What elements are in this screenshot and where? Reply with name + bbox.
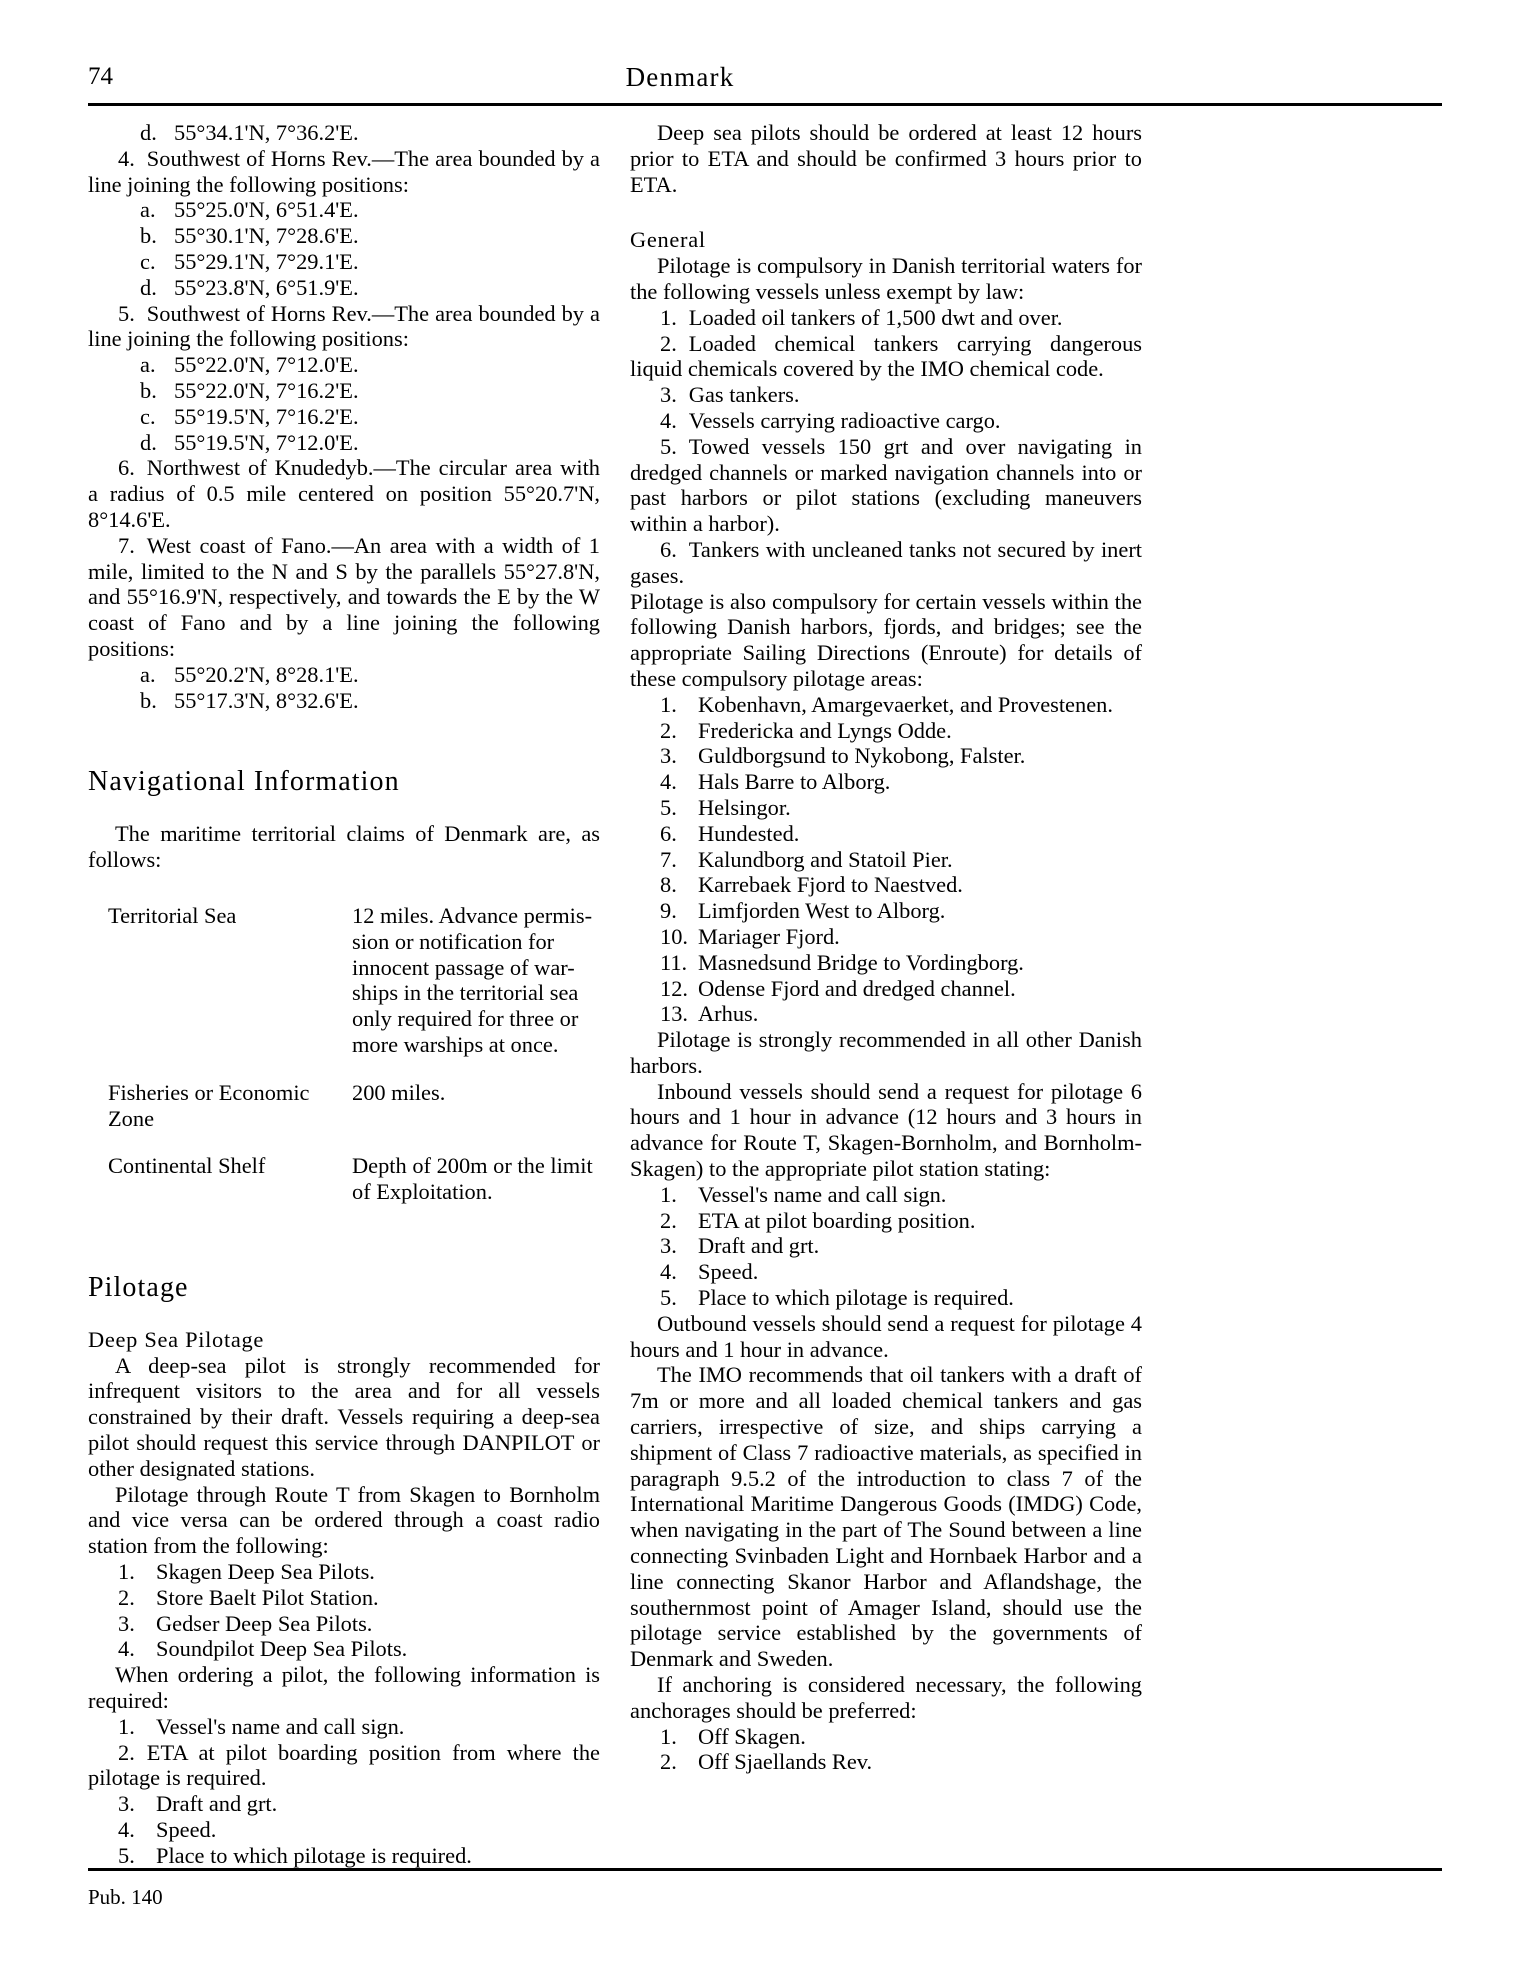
item-text: Hundested. — [698, 820, 800, 846]
list-item — [630, 1182, 1142, 1208]
item-text: Arhus. — [698, 1001, 759, 1027]
item-text: Off Sjaellands Rev. — [698, 1749, 873, 1775]
item-label: b. — [140, 223, 157, 249]
item-label: 4. — [660, 769, 677, 795]
list-item — [630, 950, 1142, 976]
item-text: Vessel's name and call sign. — [698, 1181, 947, 1207]
item-text: Odense Fjord and dredged channel. — [698, 975, 1016, 1001]
list-item — [88, 662, 600, 688]
claim-value-line: of Exploitation. — [352, 1179, 493, 1205]
item-label: 8. — [660, 872, 677, 898]
item-text: Masnedsund Bridge to Vordingborg. — [698, 949, 1024, 975]
table-row — [88, 903, 600, 1058]
item-label: 3. — [118, 1610, 135, 1636]
spacer — [88, 713, 600, 765]
item-text: Southwest of Horns Rev.—The area bounded by a line joining the following positions: — [88, 300, 600, 352]
claim-value-line: more warships at once. — [352, 1031, 559, 1057]
section-heading-pilotage: Pilotage — [88, 1271, 189, 1303]
item-label: b. — [140, 687, 157, 713]
paragraph-compulsory-intro: Pilotage is compulsory in Danish territorial waters for the following vessels unless exempt by law: — [630, 253, 1142, 304]
paragraph-deep-sea-pilot: A deep-sea pilot is strongly recommended for infrequent visitors to the area and for all vessels constrained by their draft. Vessels requiring a deep-sea pilot should request this service through DANPILOT or other designated stations. — [88, 1352, 600, 1481]
item-text: Gedser Deep Sea Pilots. — [156, 1610, 373, 1636]
item-label: 1. — [660, 1723, 677, 1749]
item-text: 55°29.1'N, 7°29.1'E. — [174, 248, 359, 274]
spacer — [88, 1227, 600, 1271]
spacer — [88, 873, 600, 903]
claim-value — [348, 1080, 600, 1132]
list-item — [630, 1233, 1142, 1259]
item-text: Kalundborg and Statoil Pier. — [698, 846, 953, 872]
item-label: d. — [140, 274, 157, 300]
item-label: d. — [140, 120, 157, 145]
list-item — [88, 249, 600, 275]
item-text: Tankers with uncleaned tanks not secured by inert gases. — [630, 536, 1142, 588]
item-number: 7. — [118, 532, 135, 558]
claim-term: Continental Shelf — [108, 1153, 266, 1179]
claim-term: Fisheries or Economic Zone — [108, 1079, 310, 1131]
list-item — [88, 1791, 600, 1817]
item-label: 2. — [660, 717, 677, 743]
list-item — [88, 352, 600, 378]
list-item — [630, 1259, 1142, 1285]
list-item — [630, 1749, 1142, 1775]
list-item — [630, 1001, 1142, 1027]
list-item — [88, 223, 600, 249]
spacer — [88, 1305, 600, 1327]
territorial-claims-table — [88, 903, 600, 1205]
spacer — [630, 197, 1142, 227]
item-number: 5. — [660, 433, 677, 459]
list-item — [88, 1843, 600, 1869]
item-label: 5. — [660, 794, 677, 820]
claim-value-line: innocent passage of war- — [352, 954, 575, 980]
list-item — [88, 275, 600, 301]
item-label: 5. — [660, 1285, 677, 1311]
book-title: Denmark — [625, 62, 735, 92]
item-label: 11. — [660, 949, 688, 975]
list-item — [88, 1714, 600, 1740]
list-item — [630, 718, 1142, 744]
item-text: 55°19.5'N, 7°16.2'E. — [174, 403, 359, 429]
item-text: Mariager Fjord. — [698, 923, 840, 949]
item-label: 2. — [660, 1749, 677, 1775]
claim-value-line: 200 miles. — [352, 1079, 446, 1105]
item-number: 5. — [118, 300, 135, 326]
list-item — [88, 197, 600, 223]
publication-number: Pub. 140 — [88, 1885, 163, 1909]
item-text: Fredericka and Lyngs Odde. — [698, 717, 952, 743]
item-text: Helsingor. — [698, 794, 791, 820]
item-text: Hals Barre to Alborg. — [698, 769, 891, 795]
item-label: 1. — [118, 1713, 135, 1739]
paragraph-recommended: Pilotage is strongly recommended in all other Danish harbors. — [630, 1027, 1142, 1078]
list-item — [630, 795, 1142, 821]
item-text: Place to which pilotage is required. — [698, 1285, 1014, 1311]
item-label: 4. — [118, 1636, 135, 1662]
subheading-general: General — [630, 227, 706, 253]
item-label: a. — [140, 661, 156, 687]
item-number: 6. — [118, 455, 135, 481]
item-text: Karrebaek Fjord to Naestved. — [698, 872, 963, 898]
running-head — [88, 62, 1442, 102]
header-rule — [88, 103, 1442, 106]
item-number: 1. — [660, 304, 677, 330]
numbered-paragraph — [630, 305, 1142, 331]
list-item — [88, 1559, 600, 1585]
numbered-paragraph — [630, 408, 1142, 434]
item-label: a. — [140, 352, 156, 378]
list-item — [88, 430, 600, 456]
list-item — [630, 692, 1142, 718]
item-text: Draft and grt. — [698, 1233, 820, 1259]
paragraph-anchoring: If anchoring is considered necessary, the following anchorages should be preferred: — [630, 1672, 1142, 1723]
item-text: 55°22.0'N, 7°12.0'E. — [174, 352, 359, 378]
table-row — [88, 1153, 600, 1205]
item-number: 4. — [660, 407, 677, 433]
claim-value-line: Depth of 200m or the limit — [352, 1153, 593, 1179]
item-text: Draft and grt. — [156, 1791, 278, 1817]
list-item — [630, 847, 1142, 873]
list-item — [630, 1285, 1142, 1311]
paragraph-route-t: Pilotage through Route T from Skagen to Bornholm and vice versa can be ordered through a coast radio station from the following: — [88, 1481, 600, 1559]
item-text: Skagen Deep Sea Pilots. — [156, 1559, 375, 1585]
list-item — [88, 120, 600, 146]
item-text: Speed. — [698, 1259, 759, 1285]
item-number: 6. — [660, 536, 677, 562]
list-item — [630, 898, 1142, 924]
list-item — [630, 1724, 1142, 1750]
item-text: Store Baelt Pilot Station. — [156, 1584, 379, 1610]
item-label: a. — [140, 197, 156, 223]
list-item — [630, 1208, 1142, 1234]
item-label: 4. — [118, 1817, 135, 1843]
item-text: 55°22.0'N, 7°16.2'E. — [174, 377, 359, 403]
item-label: 5. — [118, 1842, 135, 1868]
item-text: Loaded chemical tankers carrying dangerous liquid chemicals covered by the IMO chemical code. — [630, 330, 1142, 382]
paragraph-claims-intro: The maritime territorial claims of Denmark are, as follows: — [88, 821, 600, 873]
item-label: 1. — [118, 1559, 135, 1585]
item-text: 55°25.0'N, 6°51.4'E. — [174, 197, 359, 223]
numbered-paragraph — [630, 434, 1142, 537]
item-label: 12. — [660, 975, 688, 1001]
item-text: Limfjorden West to Alborg. — [698, 898, 946, 924]
item-text: 55°17.3'N, 8°32.6'E. — [174, 687, 359, 713]
item-number: 2. — [118, 1739, 135, 1765]
claim-value-line: only required for three or — [352, 1006, 579, 1032]
item-label: 13. — [660, 1001, 688, 1027]
paragraph-also-compulsory: Pilotage is also compulsory for certain vessels within the following Danish harbors, fjords, and bridges; see the appropriate Sailing Directions (Enroute) for details of these compulsory pilotage areas: — [630, 588, 1142, 691]
numbered-paragraph — [630, 331, 1142, 383]
item-label: 3. — [118, 1791, 135, 1817]
item-label: c. — [140, 248, 156, 274]
list-item — [88, 1611, 600, 1637]
item-text: Loaded oil tankers of 1,500 dwt and over. — [688, 304, 1063, 330]
item-number: 4. — [118, 145, 135, 171]
item-text: 55°19.5'N, 7°12.0'E. — [174, 429, 359, 455]
page-number: 74 — [88, 63, 113, 90]
list-item — [88, 378, 600, 404]
list-item — [630, 769, 1142, 795]
item-label: 9. — [660, 898, 677, 924]
list-item — [630, 924, 1142, 950]
item-label: 2. — [118, 1584, 135, 1610]
claim-value-line: 12 miles. Advance permis- — [352, 902, 593, 928]
list-item — [88, 1636, 600, 1662]
item-text: 55°20.2'N, 8°28.1'E. — [174, 661, 359, 687]
paragraph-ordering-pilot: When ordering a pilot, the following information is required: — [88, 1662, 600, 1714]
list-item — [630, 872, 1142, 898]
item-text: 55°23.8'N, 6°51.9'E. — [174, 274, 359, 300]
item-text: ETA at pilot boarding position from where the pilotage is required. — [88, 1739, 600, 1791]
table-row — [88, 1080, 600, 1132]
item-text: Kobenhavn, Amargevaerket, and Provestenen. — [698, 691, 1113, 717]
numbered-paragraph — [88, 146, 600, 198]
numbered-paragraph — [630, 537, 1142, 589]
left-column — [88, 120, 600, 1869]
item-text: 55°34.1'N, 7°36.2'E. — [174, 120, 359, 145]
item-text: West coast of Fano.—An area with a width of 1 mile, limited to the N and S by the parallels 55°27.8'N, and 55°16.9'N, respectively, and towards the E by the W coast of Fano and by a line joining the following positions: — [88, 532, 600, 661]
claim-term: Territorial Sea — [108, 902, 237, 928]
spacer — [88, 799, 600, 821]
item-label: 1. — [660, 691, 677, 717]
claim-value — [348, 1153, 600, 1205]
item-text: Place to which pilotage is required. — [156, 1842, 472, 1868]
item-text: Guldborgsund to Nykobong, Falster. — [698, 743, 1026, 769]
item-label: 2. — [660, 1207, 677, 1233]
item-label: d. — [140, 429, 157, 455]
item-label: b. — [140, 377, 157, 403]
list-item — [88, 404, 600, 430]
numbered-paragraph — [88, 1740, 600, 1792]
item-text: Soundpilot Deep Sea Pilots. — [156, 1636, 408, 1662]
item-text: Off Skagen. — [698, 1723, 806, 1749]
list-item — [630, 976, 1142, 1002]
item-text: 55°30.1'N, 7°28.6'E. — [174, 223, 359, 249]
section-heading-navigational-information: Navigational Information — [88, 766, 400, 798]
item-label: 3. — [660, 743, 677, 769]
item-label: 6. — [660, 820, 677, 846]
numbered-paragraph — [88, 455, 600, 532]
numbered-paragraph — [88, 301, 600, 353]
item-text: ETA at pilot boarding position. — [698, 1207, 976, 1233]
paragraph-outbound: Outbound vessels should send a request for pilotage 4 hours and 1 hour in advance. — [630, 1310, 1142, 1362]
item-text: Towed vessels 150 grt and over navigating in dredged channels or marked navigation channels into or past harbors or pilot stations (excluding maneuvers within a harbor). — [630, 433, 1142, 537]
item-label: c. — [140, 403, 156, 429]
paragraph-deep-sea-order: Deep sea pilots should be ordered at least 12 hours prior to ETA and should be confirmed 3 hours prior to ETA. — [630, 120, 1142, 197]
item-text: Southwest of Horns Rev.—The area bounded by a line joining the following positions: — [88, 145, 600, 197]
item-text: Vessels carrying radioactive cargo. — [688, 407, 1001, 433]
paragraph-inbound: Inbound vessels should send a request for pilotage 6 hours and 1 hour in advance (12 hours and 3 hours in advance for Route T, Skagen-Bornholm, and Bornholm-Skagen) to the appropriate pilot station stating: — [630, 1078, 1142, 1182]
item-number: 2. — [660, 330, 677, 356]
subheading-deep-sea-pilotage: Deep Sea Pilotage — [88, 1326, 265, 1352]
numbered-paragraph — [88, 533, 600, 662]
claim-value-line: ships in the territorial sea — [352, 980, 579, 1006]
list-item — [88, 688, 600, 714]
list-item — [88, 1585, 600, 1611]
item-text: Gas tankers. — [688, 382, 800, 408]
right-column — [630, 120, 1142, 1775]
numbered-paragraph — [630, 382, 1142, 408]
item-text: Speed. — [156, 1817, 217, 1843]
footer-rule — [88, 1868, 1442, 1871]
claim-value — [348, 903, 600, 1058]
list-item — [88, 1817, 600, 1843]
list-item — [630, 743, 1142, 769]
item-number: 3. — [660, 382, 677, 408]
item-label: 7. — [660, 846, 677, 872]
claim-value-line: sion or notification for — [352, 928, 555, 954]
item-text: Northwest of Knudedyb.—The circular area with a radius of 0.5 mile centered on position 55°20.7'N, 8°14.6'E. — [88, 455, 600, 532]
item-label: 10. — [660, 923, 688, 949]
item-label: 4. — [660, 1259, 677, 1285]
item-label: 1. — [660, 1181, 677, 1207]
list-item — [630, 821, 1142, 847]
item-label: 3. — [660, 1233, 677, 1259]
item-text: Vessel's name and call sign. — [156, 1713, 405, 1739]
paragraph-imo: The IMO recommends that oil tankers with a draft of 7m or more and all loaded chemical tankers and gas carriers, irrespective of size, and ships carrying a shipment of Class 7 radioactive materials, as specified in paragraph 9.5.2 of the introduction to class 7 of the International Maritime Dangerous Goods (IMDG) Code, when navigating in the part of The Sound between a line connecting Svinbaden Light and Hornbaek Harbor and a line connecting Skanor Harbor and Aflandshage, the southernmost point of Amager Island, should use the pilotage service established by the governments of Denmark and Sweden. — [630, 1362, 1142, 1672]
